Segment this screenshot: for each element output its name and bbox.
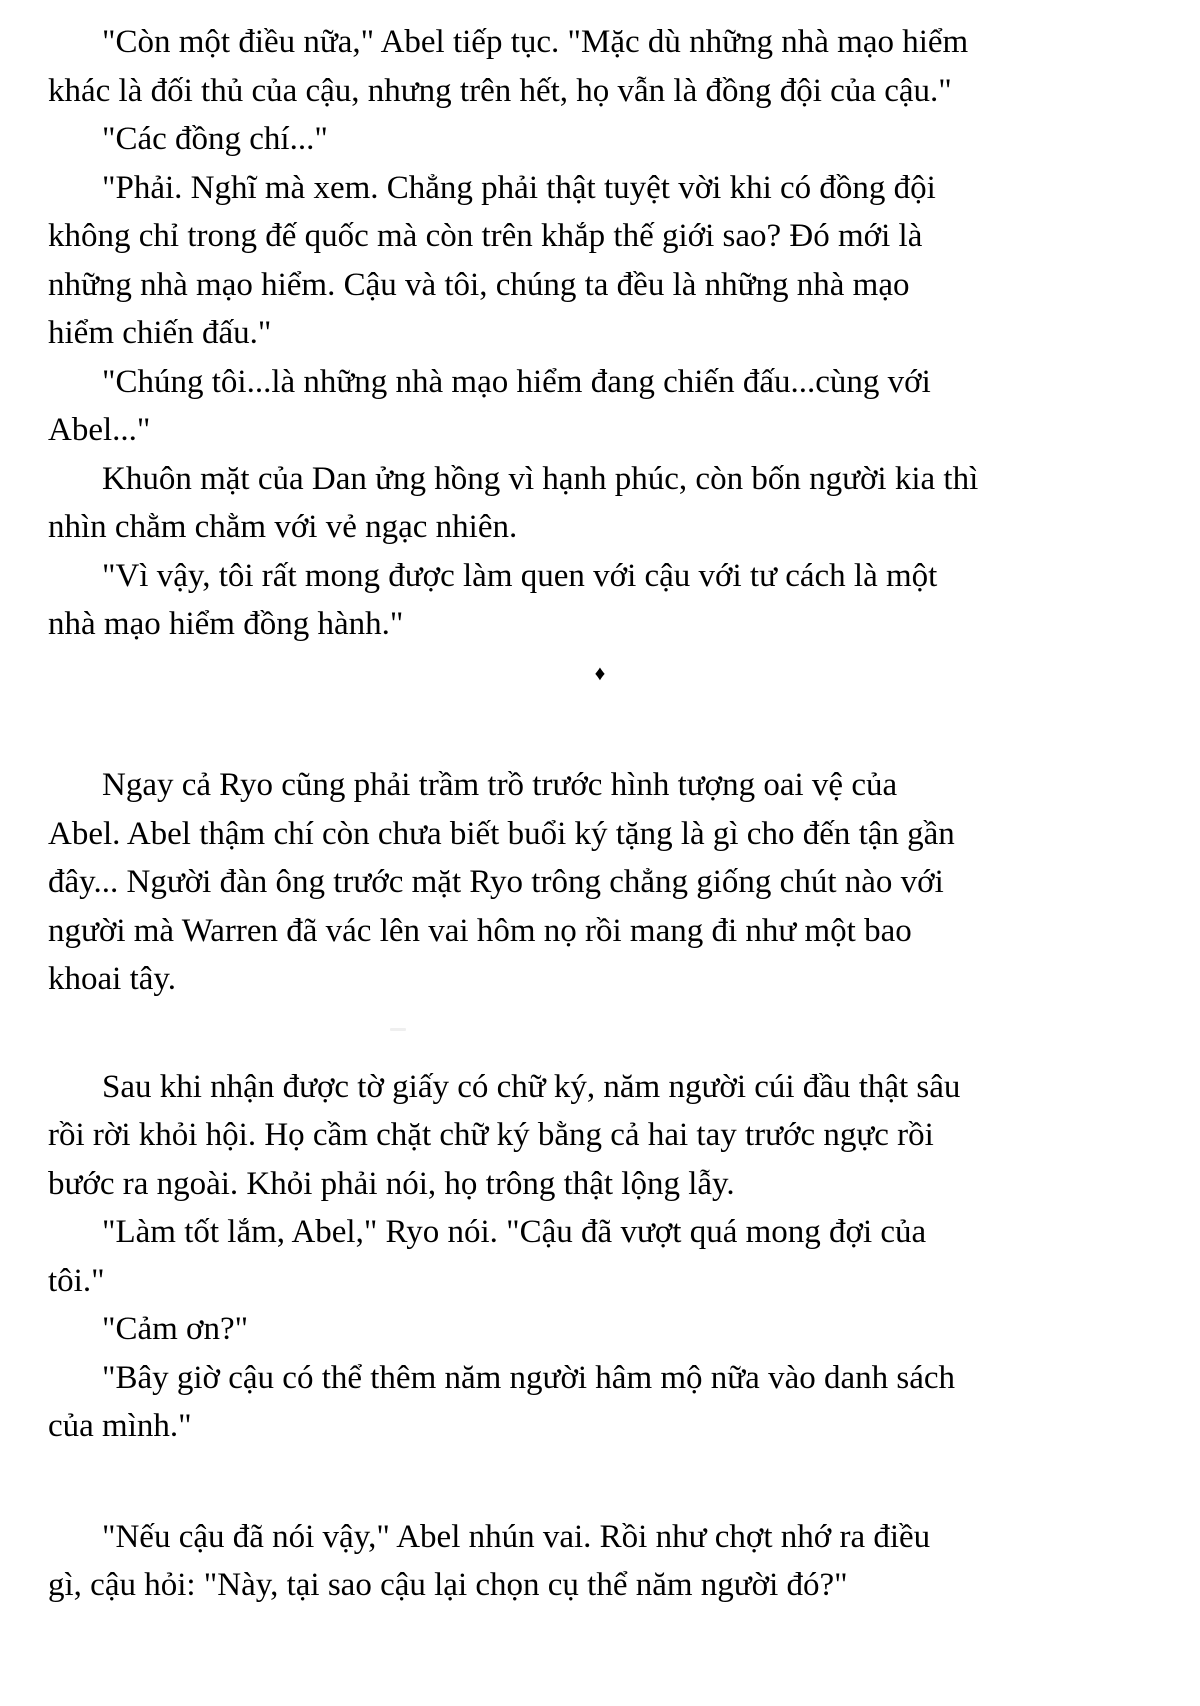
text-line: nhìn chằm chằm với vẻ ngạc nhiên. bbox=[48, 509, 518, 545]
text-line: nhà mạo hiểm đồng hành." bbox=[48, 606, 404, 642]
paragraph bbox=[48, 164, 1152, 358]
text-line: "Các đồng chí..." bbox=[102, 121, 328, 157]
text-line: Ngay cả Ryo cũng phải trầm trồ trước hình tượng oai vệ của bbox=[102, 767, 898, 803]
text-line: khoai tây. bbox=[48, 961, 176, 997]
paragraph bbox=[48, 1305, 1152, 1354]
text-line: "Phải. Nghĩ mà xem. Chẳng phải thật tuyệt vời khi có đồng đội bbox=[102, 169, 936, 206]
text-line: Abel. Abel thậm chí còn chưa biết buổi ký tặng là gì cho đến tận gần bbox=[48, 815, 955, 852]
text-line: gì, cậu hỏi: "Này, tại sao cậu lại chọn cụ thể năm người đó?" bbox=[48, 1567, 848, 1603]
text-line: "Bây giờ cậu có thể thêm năm người hâm mộ nữa vào danh sách bbox=[102, 1359, 956, 1396]
text-line: "Nếu cậu đã nói vậy," Abel nhún vai. Rồi như chợt nhớ ra điều bbox=[102, 1518, 931, 1555]
text-line: tôi." bbox=[48, 1262, 105, 1299]
text-line: của mình." bbox=[48, 1408, 192, 1444]
paragraph bbox=[48, 358, 1152, 455]
text-line: bước ra ngoài. Khỏi phải nói, họ trông thật lộng lẫy. bbox=[48, 1165, 735, 1202]
text-line: Sau khi nhận được tờ giấy có chữ ký, năm người cúi đầu thật sâu bbox=[102, 1068, 961, 1105]
text-line: "Còn một điều nữa," Abel tiếp tục. "Mặc dù những nhà mạo hiểm bbox=[102, 24, 969, 60]
faint-scene-break bbox=[48, 1004, 1152, 1063]
scene-break-diamond-icon: ♦ bbox=[594, 660, 606, 685]
text-line: rồi rời khỏi hội. Họ cầm chặt chữ ký bằng cả hai tay trước ngực rồi bbox=[48, 1117, 934, 1153]
text-line: khác là đối thủ của cậu, nhưng trên hết, họ vẫn là đồng đội của cậu." bbox=[48, 72, 952, 109]
text-line: "Làm tốt lắm, Abel," Ryo nói. "Cậu đã vượt quá mong đợi của bbox=[102, 1214, 927, 1250]
text-line: "Vì vậy, tôi rất mong được làm quen với cậu với tư cách là một bbox=[102, 557, 938, 594]
text-line: "Chúng tôi...là những nhà mạo hiểm đang chiến đấu...cùng với bbox=[102, 363, 931, 400]
paragraph bbox=[48, 761, 1152, 1004]
text-line: hiểm chiến đấu." bbox=[48, 315, 272, 351]
paragraph bbox=[48, 18, 1152, 115]
paragraph bbox=[48, 1354, 1152, 1451]
text-line: "Cảm ơn?" bbox=[102, 1311, 249, 1347]
paragraph bbox=[48, 1063, 1152, 1209]
text-line: Abel..." bbox=[48, 412, 151, 448]
paragraph bbox=[48, 115, 1152, 164]
paragraph bbox=[48, 1513, 1152, 1610]
faint-dash-icon bbox=[390, 1028, 406, 1031]
paragraph bbox=[48, 1208, 1152, 1305]
blank-line-gap bbox=[48, 1451, 1152, 1513]
text-line: Khuôn mặt của Dan ửng hồng vì hạnh phúc, còn bốn người kia thì bbox=[102, 460, 979, 497]
text-line: đây... Người đàn ông trước mặt Ryo trông chẳng giống chút nào với bbox=[48, 864, 944, 900]
text-line: người mà Warren đã vác lên vai hôm nọ rồi mang đi như một bao bbox=[48, 912, 912, 949]
text-line: không chỉ trong đế quốc mà còn trên khắp thế giới sao? Đó mới là bbox=[48, 218, 923, 254]
text-line: những nhà mạo hiểm. Cậu và tôi, chúng ta đều là những nhà mạo bbox=[48, 266, 910, 303]
paragraph bbox=[48, 552, 1152, 649]
paragraph bbox=[48, 455, 1152, 552]
